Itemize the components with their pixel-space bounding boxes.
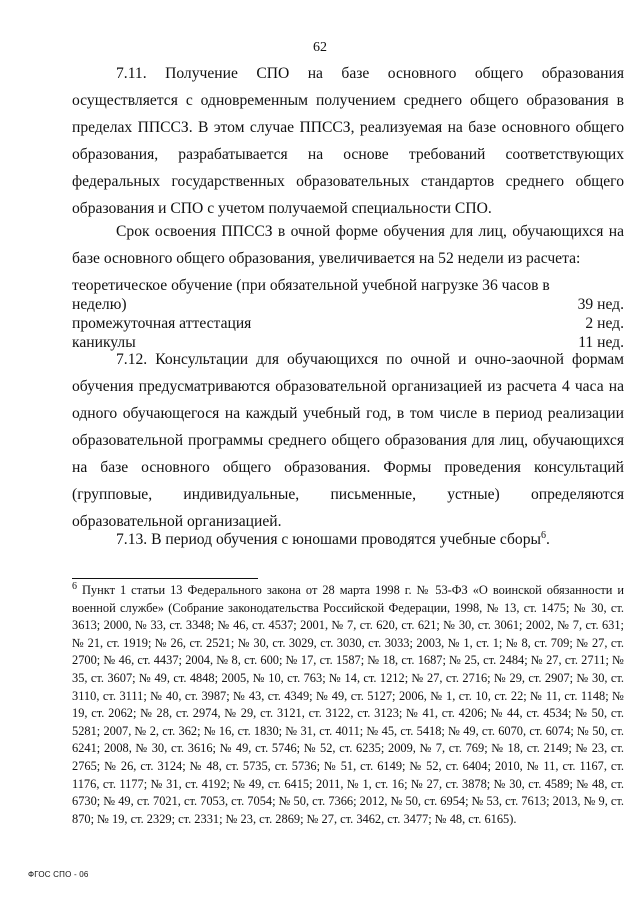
- schedule-label: промежуточная аттестация: [72, 315, 252, 332]
- paragraph-7-13: 7.13. В период обучения с юношами проводятся учебные сборы$^6$.: [116, 529, 550, 548]
- paragraph-7-13-text: 7.13. В период обучения с юношами проводятся учебные сборы: [116, 531, 541, 548]
- schedule-row-theory: [72, 276, 624, 314]
- schedule-list: [72, 276, 624, 352]
- schedule-value: 2 нед.: [585, 315, 624, 332]
- paragraph-7-12: 7.12. Консультации для обучающихся по очной и очно-заочной формам обучения предусматриваются образовательной организацией из расчета 4 часа на одного обучающегося на каждый учебный год, в том числе в период реализации образовательной программы среднего общего образования для лиц, обучающихся на базе основного общего образования. Формы проведения консультаций (групповые, индивидуальные, письменные, устные) определяются образовательной организацией.: [72, 351, 624, 530]
- footnote-separator: [72, 578, 258, 579]
- paragraph-study-period: Срок освоения ППССЗ в очной форме обучения для лиц, обучающихся на базе основного общего образования, увеличивается на 52 недели из расчета:: [72, 223, 624, 267]
- schedule-row-attestation: [72, 314, 624, 333]
- schedule-label: теоретическое обучение (при обязательной учебной нагрузке 36 часов в неделю): [72, 277, 550, 313]
- footnote-marker: 6: [72, 580, 77, 592]
- footer-document-code: ФГОС СПО - 06: [28, 870, 89, 879]
- paragraph-7-11: 7.11. Получение СПО на базе основного общего образования осуществляется с одновременным получением среднего общего образования в пределах ППССЗ. В этом случае ППССЗ, реализуемая на базе основного общего образования, разрабатывается на основе требований соответствующих федеральных государственных образовательных стандартов среднего общего образования и СПО с учетом получаемой специальности СПО.: [72, 65, 624, 217]
- page-number: 62: [313, 40, 327, 55]
- schedule-label: каникулы: [72, 334, 136, 351]
- footnote-reference: 6: [540, 529, 546, 541]
- schedule-value: 39 нед.: [577, 296, 624, 313]
- footnote-text: Пункт 1 статьи 13 Федерального закона от 28 марта 1998 г. № 53-ФЗ «О воинской обязанности и военной службе» (Собрание законодательства Российской Федерации, 1998, № 13, ст. 1475; № 30, ст. 3613; 2000, № 33, ст. 3348; № 46, ст. 4537; 2001, № 7, ст. 620, ст. 621; № 30, ст. 3061; 2002, № 7, ст. 631; № 21, ст. 1919; № 26, ст. 2521; № 30, ст. 3029, ст. 3030, ст. 3033; 2003, № 1, ст. 1; № 8, ст. 709; № 27, ст. 2700; № 46, ст. 4437; 2004, № 8, ст. 600; № 17, ст. 1587; № 18, ст. 1687; № 25, ст. 2484; № 27, ст. 2711; № 35, ст. 3607; № 49, ст. 4848; 2005, № 10, ст. 763; № 14, ст. 1212; № 27, ст. 2716; № 29, ст. 2907; № 30, ст. 3110, ст. 3111; № 40, ст. 3987; № 43, ст. 4349; № 49, ст. 5127; 2006, № 1, ст. 10, ст. 22; № 11, ст. 1148; № 19, ст. 2062; № 28, ст. 2974, № 29, ст. 3121, ст. 3122, ст. 3123; № 41, ст. 4206; № 44, ст. 4534; № 50, ст. 5281; 2007, № 2, ст. 362; № 16, ст. 1830; № 31, ст. 4011; № 45, ст. 5418; № 49, ст. 6070, ст. 6074; № 50, ст. 6241; 2008, № 30, ст. 3616; № 49, ст. 5746; № 52, ст. 6235; 2009, № 7, ст. 769; № 18, ст. 2149; № 23, ст. 2765; № 26, ст. 3124; № 48, ст. 5735, ст. 5736; № 51, ст. 6149; № 52, ст. 6404; 2010, № 11, ст. 1167, ст. 1176, ст. 1177; № 31, ст. 4192; № 49, ст. 6415; 2011, № 1, ст. 16; № 27, ст. 3878; № 30, ст. 4589; № 48, ст. 6730; № 49, ст. 7021, ст. 7053, ст. 7054; № 50, ст. 7366; 2012, № 50, ст. 6954; № 53, ст. 7613; 2013, № 9, ст. 870; № 19, ст. 2329; ст. 2331; № 23, ст. 2869; № 27, ст. 3462, ст. 3477; № 48, ст. 6165).: [72, 583, 624, 826]
- footnote-6: [72, 582, 624, 828]
- schedule-value: 11 нед.: [578, 334, 624, 351]
